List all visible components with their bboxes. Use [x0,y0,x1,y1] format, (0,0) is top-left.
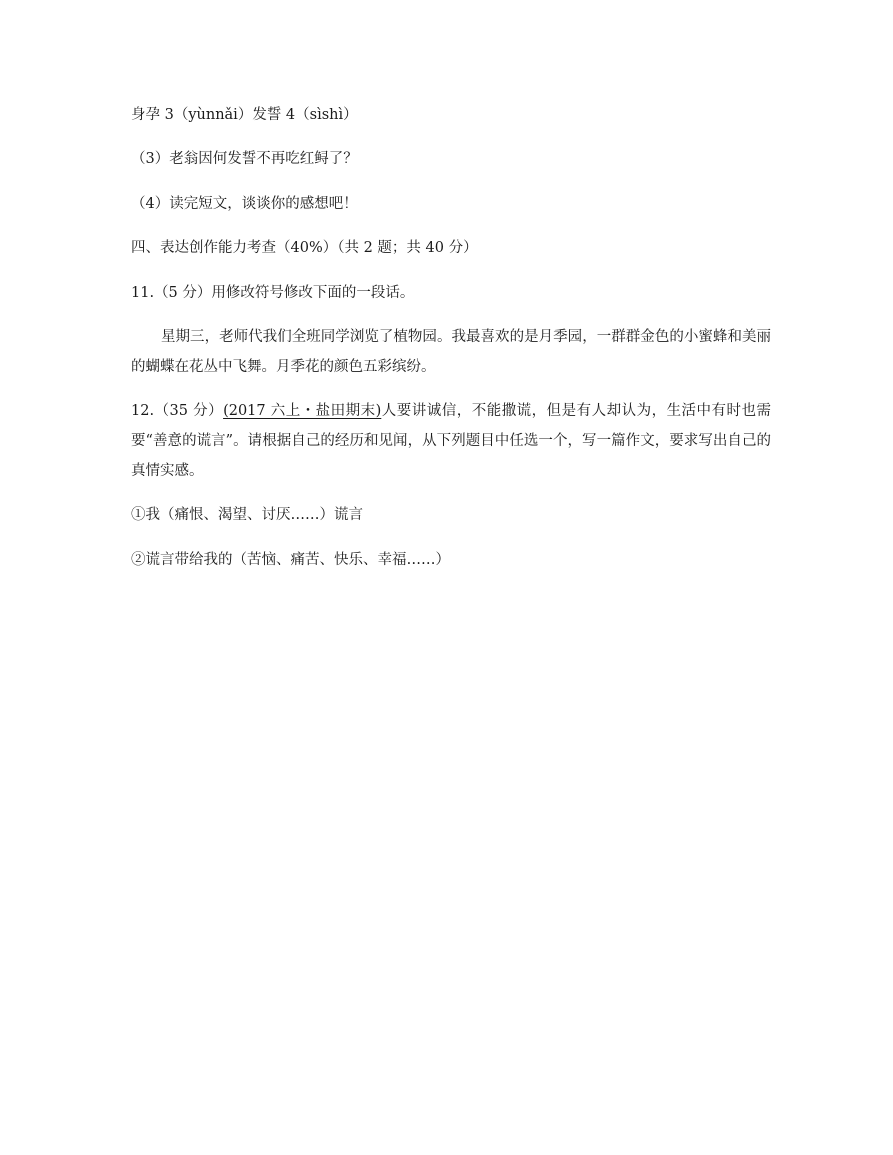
question-3: （3）老翁因何发誓不再吃红鲟了？ [131,151,358,167]
section-heading-4: 四、表达创作能力考查（40%）（共 2 题；共 40 分） [131,240,478,256]
question-12-number: 12.（35 分） [131,403,224,419]
question-12 [131,396,771,486]
question-12-source: (2017 六上・盐田期末) [223,403,382,419]
question-12-text: 人要讲诚信，不能撒谎，但是有人却认为，生活中有时也需要“善意的谎言”。请根据自己的经历和见闻，从下列题目中任选一个，写一篇作文，要求写出自己的真情实感。 [131,403,771,479]
question-4: （4）读完短文，谈谈你的感想吧！ [131,196,358,212]
option-2: ②谎言带给我的（苦恼、痛苦、快乐、幸福……） [131,552,450,568]
pinyin-line: 身孕 3（yùnnǎi）发誓 4（sìshì） [131,107,358,123]
question-11: 11.（5 分）用修改符号修改下面的一段话。 [131,285,415,301]
option-1: ①我（痛恨、渴望、讨厌……）谎言 [131,507,363,523]
question-11-passage: 星期三，老师代我们全班同学浏览了植物园。我最喜欢的是月季园，一群群金色的小蜜蜂和美丽的蝴蝶在花丛中飞舞。月季花的颜色五彩缤纷。 [131,329,771,375]
